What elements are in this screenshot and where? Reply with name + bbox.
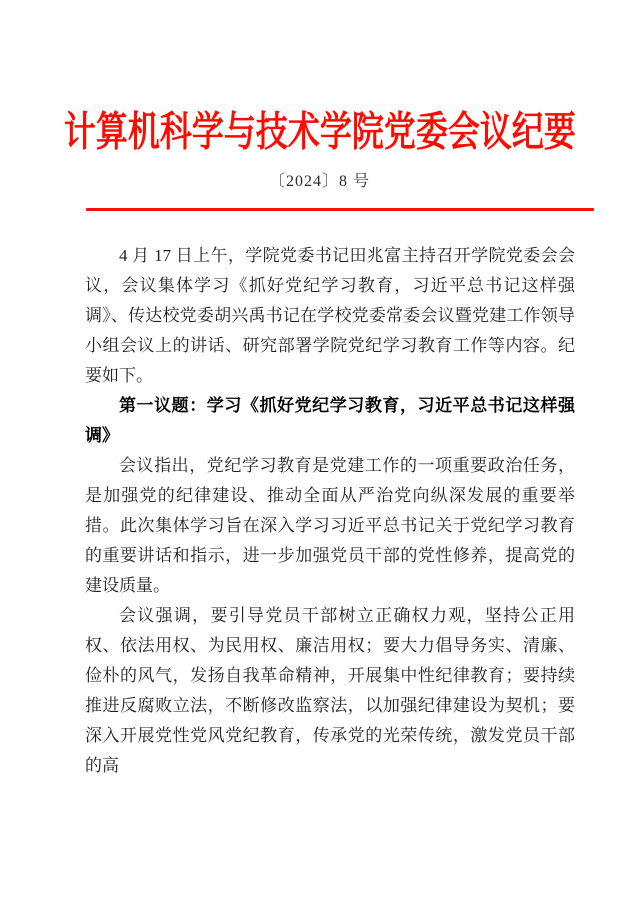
paragraph: 会议强调，要引导党员干部树立正确权力观，坚持公正用权、依法用权、为民用权、廉洁用权；要大力倡导务实、清廉、俭朴的风气，发扬自我革命精神，开展集中性纪律教育；要持续推进反腐败立法，不断修改监察法，以加强纪律建设为契机；要深入开展党性党风党纪教育，传承党的光荣传统，激发党员干部的高 bbox=[85, 606, 575, 775]
document-body bbox=[85, 241, 575, 781]
page-title: 计算机科学与技术学院党委会议纪要 bbox=[63, 108, 576, 155]
paragraph: 4 月 17 日上午，学院党委书记田兆富主持召开学院党委会会议，会议集体学习《抓好党纪学习教育，习近平总书记这样强调》、传达校党委胡兴禹书记在学校党委常委会议暨党建工作领导小组会议上的讲话、研究部署学院党纪学习教育工作等内容。纪要如下。 bbox=[85, 246, 575, 385]
paragraph: 会议指出，党纪学习教育是党建工作的一项重要政治任务，是加强党的纪律建设、推动全面从严治党向纵深发展的重要举措。此次集体学习旨在深入学习习近平总书记关于党纪学习教育的重要讲话和指示，进一步加强党员干部的党性修养，提高党的建设质量。 bbox=[85, 456, 575, 595]
document-header bbox=[0, 0, 639, 211]
topic-heading: 第一议题：学习《抓好党纪学习教育，习近平总书记这样强调》 bbox=[85, 396, 575, 445]
red-divider bbox=[86, 208, 594, 211]
doc-number: 〔2024〕8 号 bbox=[268, 173, 370, 190]
